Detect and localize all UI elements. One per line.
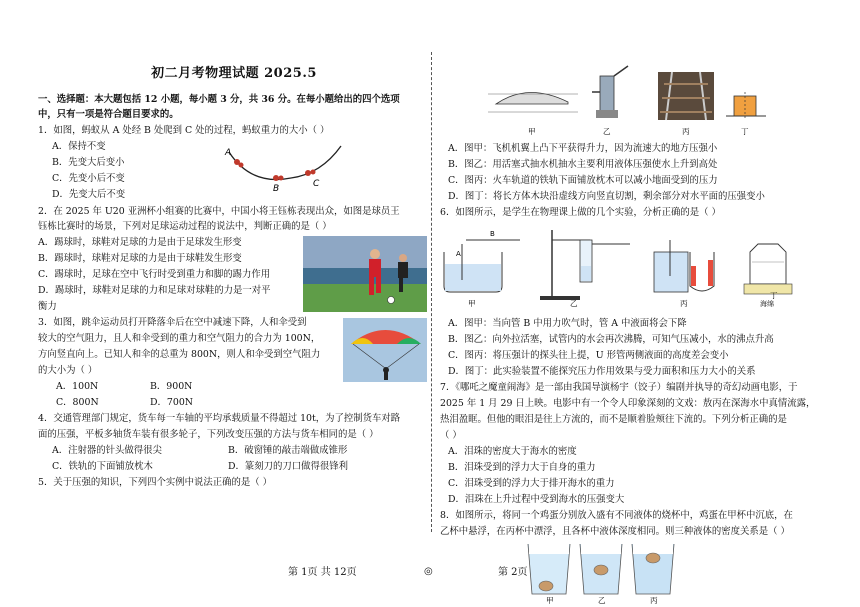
q3-stem-line4: 的大小为（ ） — [38, 365, 98, 376]
ant-icon — [305, 170, 311, 176]
q1-option-d: D．先变大后不变 — [52, 189, 126, 200]
q7-stem-line1: 7．《哪吒之魔童闹海》是一部由我国导演杨宇（饺子）编剧并执导的奇幻动画电影，于 — [440, 382, 798, 393]
q6-label-sponge: 海绵 — [760, 300, 774, 308]
q5-option-b: B．图乙：用活塞式抽水机抽水主要利用液体压强使水上升到高处 — [448, 159, 718, 170]
egg-icon — [594, 565, 608, 575]
q2-option-d: D．踢球时，球鞋对足球的力和足球对球鞋的力是一对平 — [38, 285, 271, 296]
q4-option-d: D．篆刻刀的刀口做得很锋利 — [228, 461, 349, 472]
q4-option-c: C．铁轨的下面铺放枕木 — [52, 461, 153, 472]
q2-stem-line1: 2．在 2025 年 U20 亚洲杯小组赛的比赛中，中国小将王钰栋表现出众，如图是球员王 — [38, 206, 400, 217]
q5-stem: 5．关于压强的知识，下列四个实例中说法正确的是（ ） — [38, 477, 272, 488]
q4-stem-line2: 面的压强，平板多轴货车装有很多轮子，下列改变压强的方法与货车相同的是（ ） — [38, 429, 379, 440]
q7-stem-line3: 热泪盈眶。但他的眼泪是往上方流的，而不是顺着脸颊往下流的。下列分析正确的是 — [440, 414, 787, 425]
q7-stem-line2: 2025 年 1 月 29 日上映。电影中有一个令人印象深刻的文戏：敖丙在深海水中真情流露， — [440, 398, 816, 409]
q4-option-a: A．注射器的针头做得很尖 — [52, 445, 162, 456]
q6-stem: 6．如图所示，是学生在物理课上做的几个实验，分析正确的是（ ） — [440, 207, 721, 218]
q3-stem-line3: 方向竖直向上。已知人和伞的总重为 800N，则人和伞受到空气阻力 — [38, 349, 321, 360]
egg-icon — [539, 581, 553, 591]
q2-stem-line2: 钰栋比赛时的场景，下列对足球运动过程的说法中，判断正确的是（ ） — [38, 221, 332, 232]
q6-label-a: A — [456, 250, 461, 258]
q8-label-bing: 丙 — [650, 596, 658, 605]
fig5-label-jia: 甲 — [528, 127, 536, 136]
left-page-footer: 第 1页 共 12页 — [288, 567, 357, 578]
q6-option-b: B．图乙：向外拉活塞，试管内的水会再次沸腾，可知气压减小，水的沸点升高 — [448, 334, 774, 345]
q3-option-b: B．900N — [150, 381, 193, 392]
q3-stem-line2: 较大的空气阻力，且人和伞受到的重力和空气阻力的合力为 100N， — [38, 333, 321, 344]
q8-label-yi: 乙 — [598, 596, 606, 605]
fig-label-b: B — [273, 184, 280, 193]
q1-ant-bowl-figure — [221, 138, 351, 193]
q3-option-d: D．700N — [150, 397, 193, 408]
q6-fig-label-ding: 丁 — [770, 291, 778, 300]
ant-icon — [273, 175, 279, 181]
q1-option-b: B．先变大后变小 — [52, 157, 125, 168]
q6-option-d: D．图丁：此实验装置不能探究压力作用效果与受力面积和压力大小的关系 — [448, 366, 756, 377]
q5-option-a: A．图甲：飞机机翼上凸下平获得升力，因为流速大的地方压强小 — [448, 143, 718, 154]
q5-option-c: C．图丙：火车轨道的铁轨下面铺放枕木可以减小地面受到的压力 — [448, 175, 718, 186]
q1-stem: 1．如图，蚂蚁从 A 处经 B 处爬到 C 处的过程，蚂蚁重力的大小（ ） — [38, 125, 330, 136]
fig5-label-ding: 丁 — [741, 127, 749, 136]
q8-label-jia: 甲 — [546, 596, 554, 605]
page-divider — [431, 52, 432, 532]
q5-figures — [488, 62, 768, 136]
q3-option-a: A．100N — [56, 381, 99, 392]
q3-parachute-photo — [343, 318, 427, 382]
section-heading-cont: 中，只有一项是符合题目要求的。 — [38, 109, 179, 120]
q7-stem-line4: （ ） — [440, 430, 462, 441]
section-heading: 一、选择题：本大题包括 12 小题，每小题 3 分，共 36 分。在每小题给出的四个选项 — [38, 94, 400, 105]
right-page — [440, 0, 830, 607]
q4-option-b: B．破窗锤的敲击端做成锥形 — [228, 445, 348, 456]
exam-title: 初二月考物理试题 2025.5 — [151, 66, 317, 81]
q2-soccer-photo — [303, 236, 427, 312]
right-page-footer: 第 2页 — [498, 567, 528, 578]
q8-stem-line2: 乙杯中悬浮，在丙杯中漂浮，且各杯中液体深度相同。则三种液体的密度关系是（ ） — [440, 526, 790, 537]
q2-option-b: B．踢球时，球鞋对足球的力是由于球鞋发生形变 — [38, 253, 242, 264]
q6-option-c: C．图丙：将压强计的探头往上提，U 形管两侧液面的高度差会变小 — [448, 350, 729, 361]
q3-stem-line1: 3．如图，跳伞运动员打开降落伞后在空中减速下降，人和伞受到 — [38, 317, 307, 328]
q7-option-c: C．泪珠受到的浮力大于排开海水的重力 — [448, 478, 615, 489]
center-mark: ◎ — [424, 566, 433, 577]
q6-fig-label-yi: 乙 — [570, 299, 578, 308]
q6-figures — [440, 222, 820, 310]
q1-option-c: C．先变小后不变 — [52, 173, 125, 184]
q2-option-c: C．踢球时，足球在空中飞行时受到重力和脚的踢力作用 — [38, 269, 271, 280]
q7-option-b: B．泪珠受到的浮力大于自身的重力 — [448, 462, 596, 473]
q7-option-d: D．泪珠在上升过程中受到海水的压强变大 — [448, 494, 625, 505]
q8-stem-line1: 8．如图所示，将同一个鸡蛋分别放入盛有不同液体的烧杯中，鸡蛋在甲杯中沉底，在 — [440, 510, 793, 521]
fig-label-c: C — [313, 179, 320, 189]
fig-label-a: A — [225, 148, 232, 158]
q6-label-b: B — [490, 230, 495, 238]
q3-option-c: C．800N — [56, 397, 99, 408]
q1-option-a: A．保持不变 — [52, 141, 106, 152]
q2-option-d-cont: 衡力 — [38, 301, 57, 312]
q6-fig-label-bing: 丙 — [680, 299, 688, 308]
q4-stem-line1: 4．交通管理部门规定，货车每一车轴的平均承载质量不得超过 10t，为了控制货车对路 — [38, 413, 401, 424]
q7-option-a: A．泪珠的密度大于海水的密度 — [448, 446, 577, 457]
q6-fig-label-jia: 甲 — [468, 299, 476, 308]
egg-icon — [646, 553, 660, 563]
fig5-label-bing: 丙 — [682, 127, 690, 136]
fig5-label-yi: 乙 — [603, 127, 611, 136]
q6-option-a: A．图甲：当向管 B 中用力吹气时，管 A 中液面将会下降 — [448, 318, 687, 329]
q2-option-a: A．踢球时，球鞋对足球的力是由于足球发生形变 — [38, 237, 242, 248]
left-page — [38, 0, 430, 607]
q5-option-d: D．图丁：将长方体木块沿虚线方向竖直切割，剩余部分对水平面的压强变小 — [448, 191, 765, 202]
q8-beakers-figure — [524, 540, 684, 606]
